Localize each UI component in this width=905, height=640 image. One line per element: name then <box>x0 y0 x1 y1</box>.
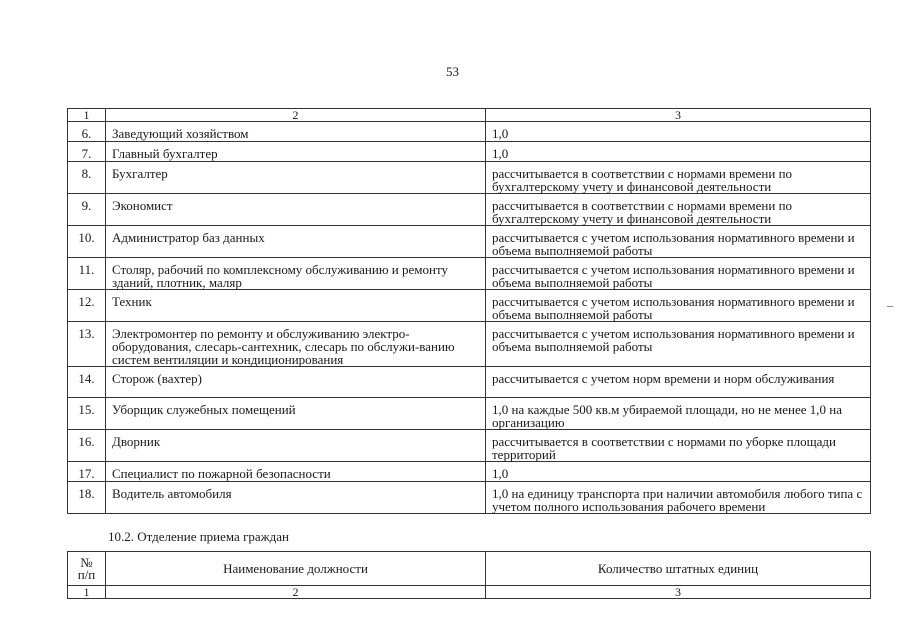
table-row <box>68 398 871 430</box>
row-number: 11. <box>68 258 106 290</box>
position-name: Водитель автомобиля <box>106 482 486 514</box>
staff-quantity: 1,0 на каждые 500 кв.м убираемой площади, но не менее 1,0 на организацию <box>486 398 871 430</box>
row-number: 13. <box>68 322 106 367</box>
staff-quantity: 1,0 на единицу транспорта при наличии автомобиля любого типа с учетом полного использования рабочего времени <box>486 482 871 514</box>
column-number: 2 <box>106 586 486 599</box>
header-number-cell <box>68 552 106 586</box>
table-row <box>68 194 871 226</box>
table-row <box>68 430 871 462</box>
table-row <box>68 142 871 162</box>
staff-quantity: рассчитывается с учетом норм времени и норм обслуживания <box>486 367 871 398</box>
staff-quantity: рассчитывается в соответствии с нормами по уборке площади территорий <box>486 430 871 462</box>
row-number: 10. <box>68 226 106 258</box>
row-number: 9. <box>68 194 106 226</box>
table-row <box>68 162 871 194</box>
position-name: Администратор баз данных <box>106 226 486 258</box>
row-number: 12. <box>68 290 106 322</box>
table-row <box>68 290 871 322</box>
page-number: 53 <box>446 64 459 79</box>
table-row <box>68 258 871 290</box>
column-number: 3 <box>486 586 871 599</box>
row-number: 7. <box>68 142 106 162</box>
table-row <box>68 367 871 398</box>
table-row <box>68 322 871 367</box>
position-name: Специалист по пожарной безопасности <box>106 462 486 482</box>
staff-table-body <box>68 109 871 514</box>
staff-quantity: рассчитывается с учетом использования нормативного времени и объема выполняемой работы <box>486 258 871 290</box>
position-name: Столяр, рабочий по комплексному обслуживанию и ремонту зданий, плотник, маляр <box>106 258 486 290</box>
staff-quantity: 1,0 <box>486 462 871 482</box>
position-name: Дворник <box>106 430 486 462</box>
row-number: 6. <box>68 122 106 142</box>
position-name: Электромонтер по ремонту и обслуживанию электро-оборудования, слесарь-сантехник, слесарь по обслужи-ванию систем вентиляции и кондиционирования <box>106 322 486 367</box>
table-row <box>68 226 871 258</box>
row-number: 15. <box>68 398 106 430</box>
staff-table <box>67 108 871 514</box>
position-name: Техник <box>106 290 486 322</box>
staff-quantity: рассчитывается в соответствии с нормами времени по бухгалтерскому учету и финансовой деятельности <box>486 194 871 226</box>
row-number: 8. <box>68 162 106 194</box>
column-number-row <box>68 109 871 122</box>
staff-quantity: 1,0 <box>486 142 871 162</box>
column-number: 1 <box>68 586 106 599</box>
row-number: 14. <box>68 367 106 398</box>
table-row <box>68 462 871 482</box>
staff-quantity: рассчитывается с учетом использования нормативного времени и объема выполняемой работы <box>486 290 871 322</box>
position-name: Главный бухгалтер <box>106 142 486 162</box>
position-name: Заведующий хозяйством <box>106 122 486 142</box>
column-number: 3 <box>486 109 871 122</box>
staff-quantity: рассчитывается с учетом использования нормативного времени и объема выполняемой работы <box>486 226 871 258</box>
column-number-row <box>68 586 871 599</box>
position-name: Уборщик служебных помещений <box>106 398 486 430</box>
row-number: 17. <box>68 462 106 482</box>
section-heading: 10.2. Отделение приема граждан <box>108 529 289 544</box>
position-name: Экономист <box>106 194 486 226</box>
position-name: Бухгалтер <box>106 162 486 194</box>
header-quantity: Количество штатных единиц <box>486 552 871 586</box>
staff-quantity: рассчитывается в соответствии с нормами времени по бухгалтерскому учету и финансовой деятельности <box>486 162 871 194</box>
column-number: 2 <box>106 109 486 122</box>
header-number-line: п/п <box>77 566 96 582</box>
column-number: 1 <box>68 109 106 122</box>
table-row <box>68 122 871 142</box>
position-name: Сторож (вахтер) <box>106 367 486 398</box>
margin-mark <box>887 306 893 307</box>
row-number: 16. <box>68 430 106 462</box>
table-row <box>68 482 871 514</box>
header-position: Наименование должности <box>106 552 486 586</box>
staff-quantity: рассчитывается с учетом использования нормативного времени и объема выполняемой работы <box>486 322 871 367</box>
staff-quantity: 1,0 <box>486 122 871 142</box>
reception-table <box>67 551 871 599</box>
row-number: 18. <box>68 482 106 514</box>
header-number-line: № <box>80 554 93 570</box>
header-row <box>68 552 871 586</box>
